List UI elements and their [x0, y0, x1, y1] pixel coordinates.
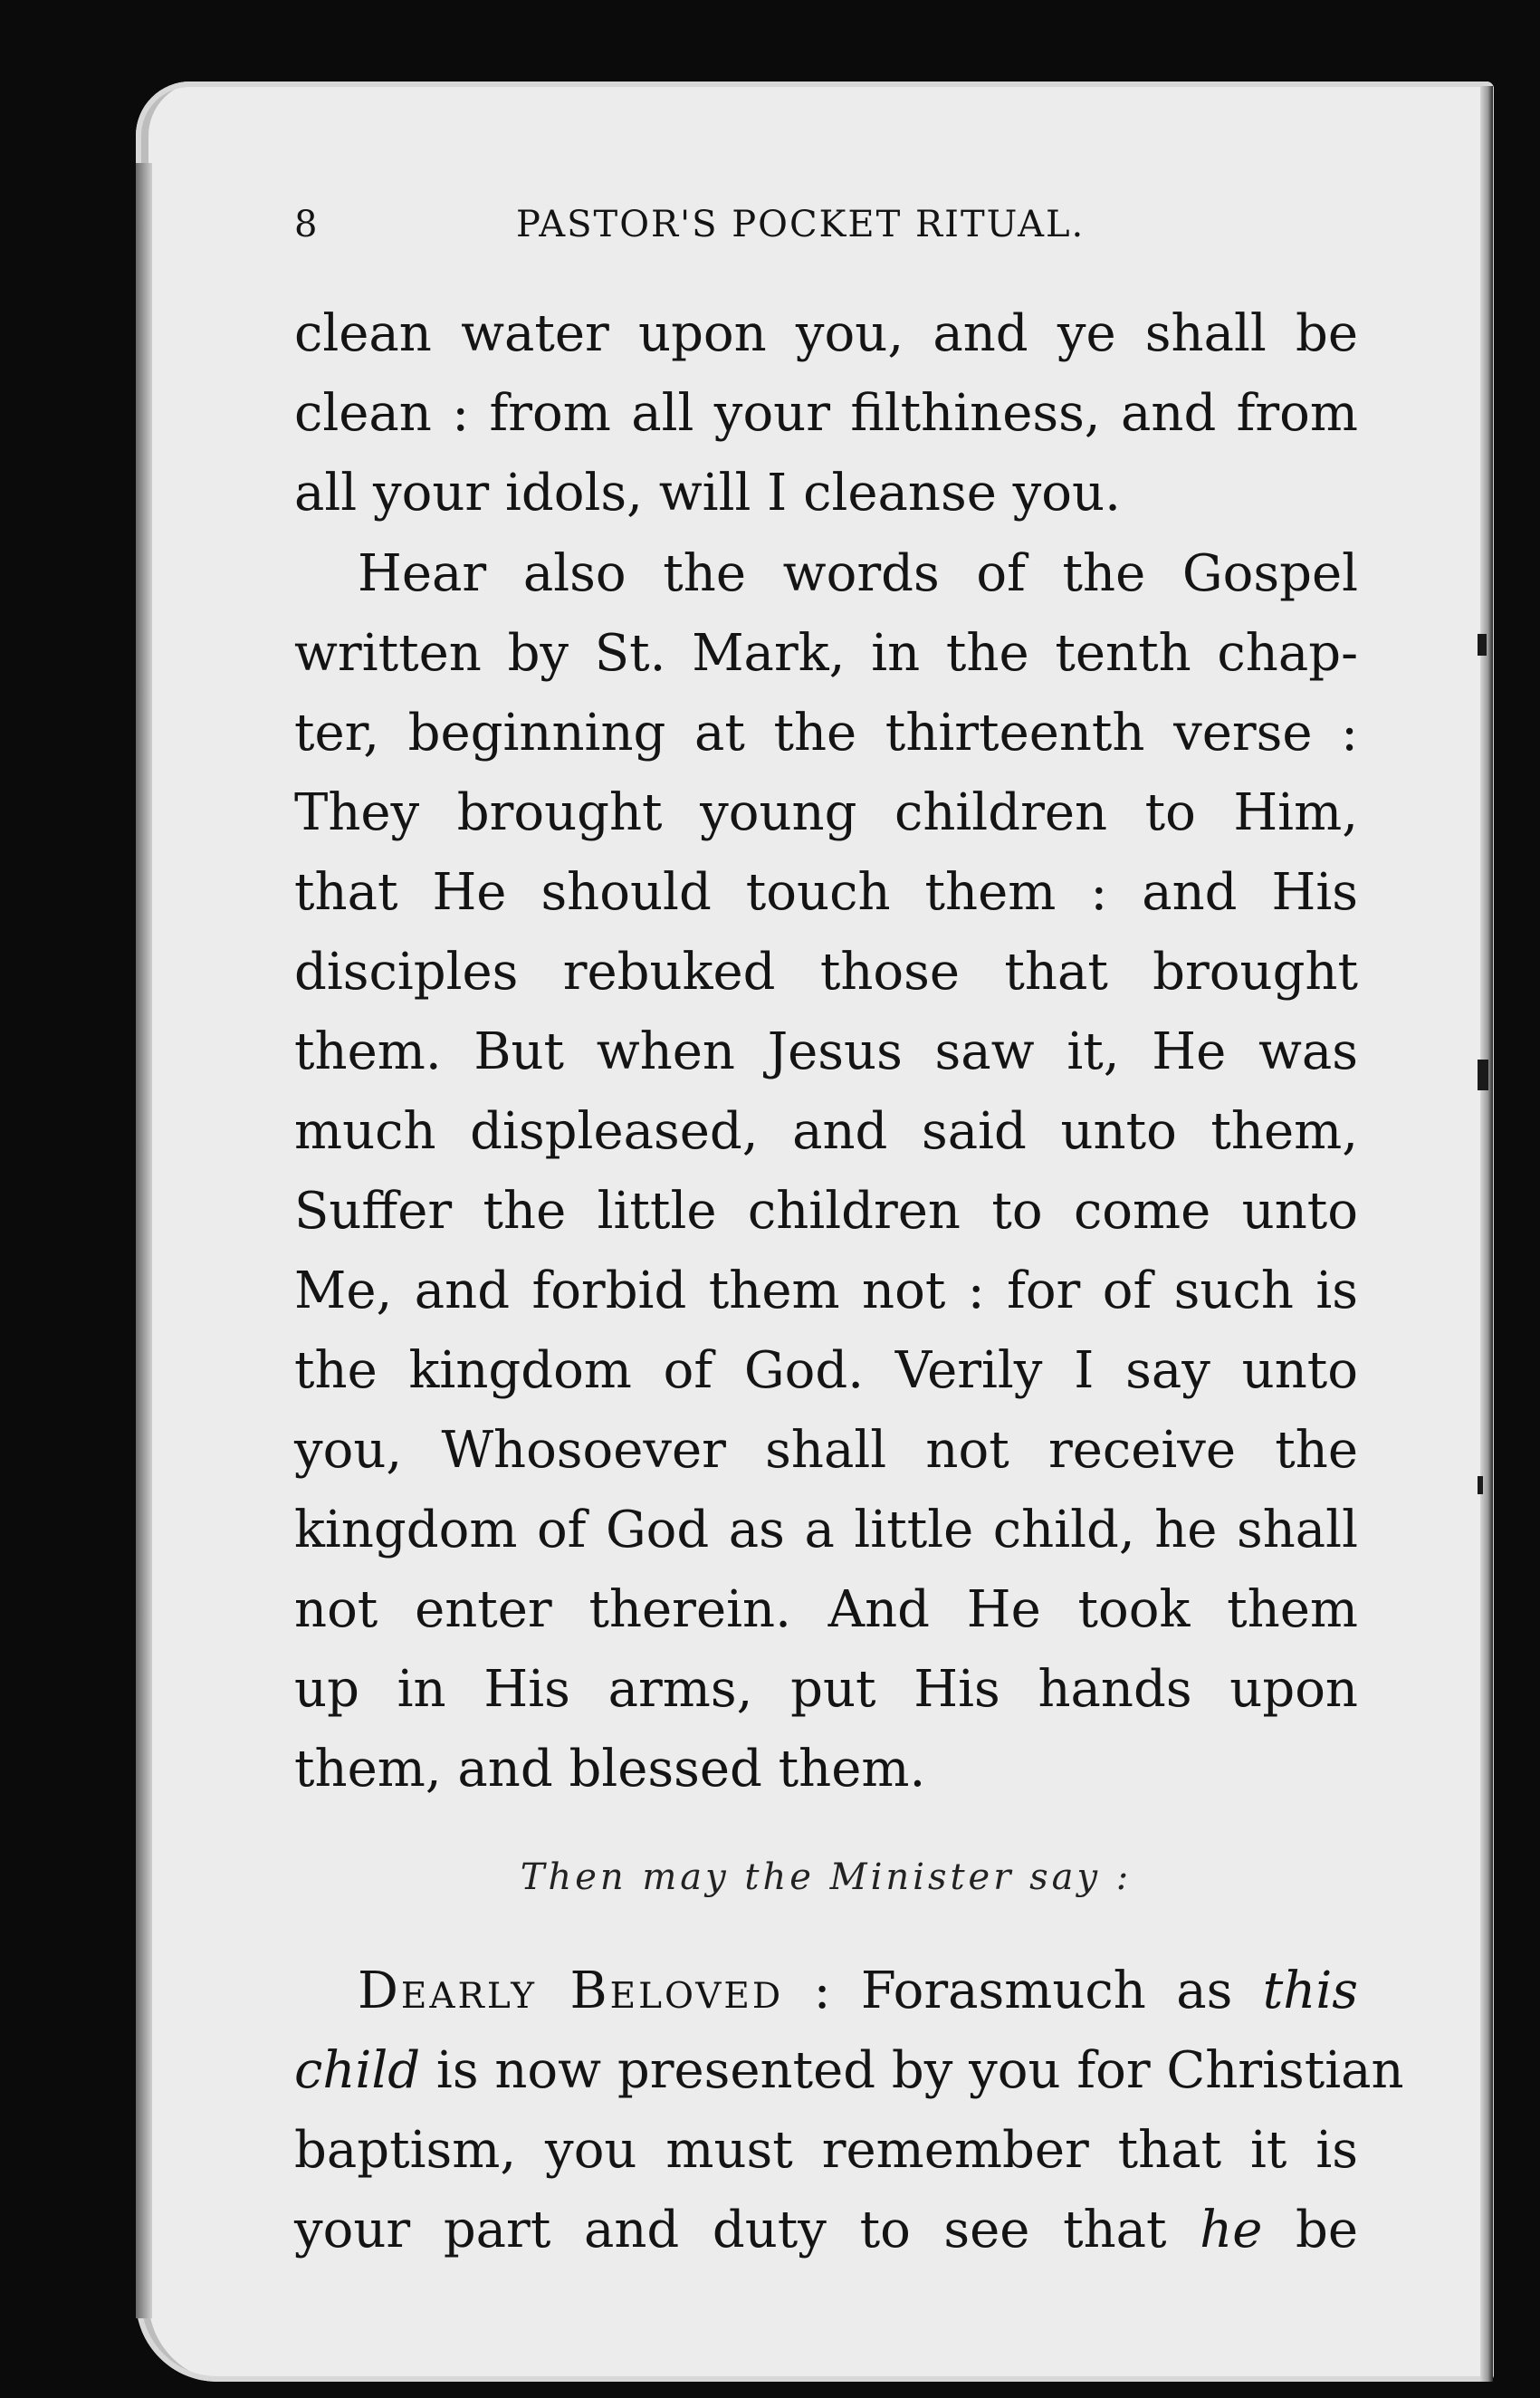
text-line: them, and blessed them. [294, 1740, 926, 1798]
paragraph-1 [294, 294, 1358, 533]
text-span: : Forasmuch as [783, 1962, 1263, 2020]
text-span: your part and duty to see that [294, 2201, 1200, 2259]
text-line: clean water upon you, and ye shall be [294, 304, 1358, 363]
page-number: 8 [294, 204, 320, 245]
rubric: Then may the Minister say : [520, 1856, 1133, 1898]
italic-word: he [1200, 2201, 1263, 2259]
text-line: them. But when Jesus saw it, He was [294, 1022, 1358, 1081]
text-line: much displeased, and said unto them, [294, 1102, 1358, 1161]
text-line: Hear also the words of the Gospel [358, 544, 1358, 603]
running-title: PASTOR'S POCKET RITUAL. [516, 204, 1086, 245]
text-line: not enter therein. And He took them [294, 1580, 1358, 1639]
text-line: disciples rebuked those that brought [294, 943, 1358, 1002]
text-line: They brought young children to Him, [294, 783, 1358, 842]
text-line: Me, and forbid them not : for of such is [294, 1261, 1358, 1320]
text-line: up in His arms, put His hands upon [294, 1660, 1358, 1719]
edge-mark [1478, 1476, 1483, 1494]
text-span: be [1262, 2201, 1358, 2259]
text-line: all your idols, will I cleanse you. [294, 464, 1121, 523]
text-span: is now presented by you for Christian [420, 2041, 1404, 2100]
text-line: baptism, you must remember that it is [294, 2121, 1358, 2180]
text-line: clean : from all your filthiness, and from [294, 384, 1358, 443]
text-line: written by St. Mark, in the tenth chap- [294, 624, 1358, 683]
page-edge [1480, 86, 1493, 2382]
text-line: kingdom of God as a little child, he shall [294, 1501, 1358, 1559]
text-line: that He should touch them : and His [294, 863, 1358, 922]
text-line [294, 1952, 1358, 2031]
edge-mark [1478, 1060, 1488, 1090]
salutation: Dearly Beloved [358, 1962, 784, 2020]
italic-word: child [294, 2041, 421, 2100]
text-line: the kingdom of God. Verily I say unto [294, 1341, 1358, 1400]
edge-mark [1478, 634, 1487, 656]
text-line [294, 2191, 1358, 2270]
text-line: you, Whosoever shall not receive the [294, 1421, 1358, 1480]
text-line: Suffer the little children to come unto [294, 1182, 1358, 1241]
text-line [294, 2031, 1404, 2111]
running-head [294, 204, 1358, 258]
italic-word: this [1262, 1962, 1358, 2020]
paragraph-2 [294, 534, 1358, 1809]
page-gutter-shadow [136, 163, 152, 2318]
text-line: ter, beginning at the thirteenth verse : [294, 704, 1358, 763]
paragraph-3 [294, 1952, 1404, 2270]
